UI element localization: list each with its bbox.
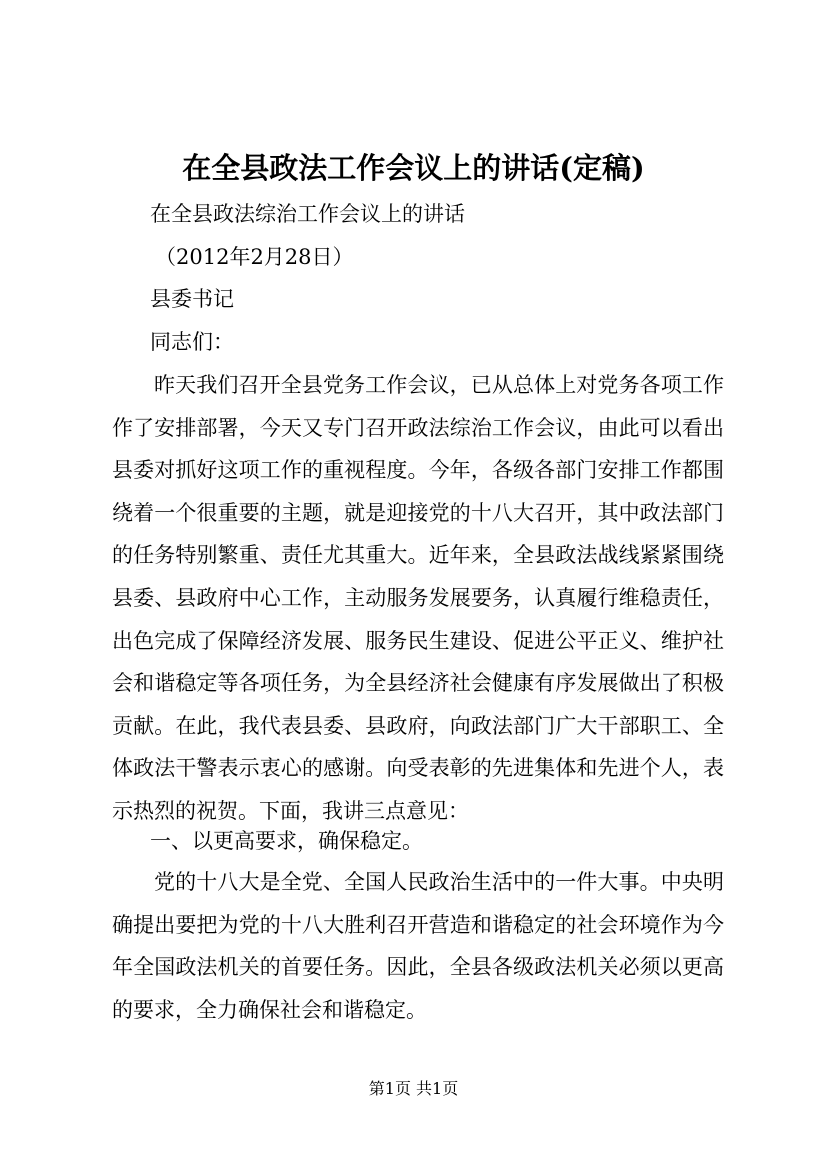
speech-date: （2012年2月28日） (155, 245, 354, 269)
speaker-title: 县委书记 (150, 287, 234, 311)
body-paragraph-1: 昨天我们召开全县党务工作会议，已从总体上对党务各项工作作了安排部署，今天又专门召开政法综治工作会议，由此可以看出县委对抓好这项工作的重视程度。今年，各级各部门安排工作都围绕着一个很重要的主题，就是迎接党的十八大召开，其中政法部门的任务特别繁重、责任尤其重大。近年来，全县政法战线紧紧围绕县委、县政府中心工作，主动服务发展要务，认真履行维稳责任，出色完成了保障经济发展、服务民生建设、促进公平正义、维护社会和谐稳定等各项任务，为全县经济社会健康有序发展做出了积极贡献。在此，我代表县委、县政府，向政法部门广大干部职工、全体政法干警表示衷心的感谢。向受表彰的先进集体和先进个人，表示热烈的祝贺。下面，我讲三点意见： (112, 373, 724, 823)
page-footer: 第1页 共1页 (368, 1079, 459, 1098)
document-title: 在全县政法工作会议上的讲话(定稿) (182, 151, 645, 185)
body-paragraph-2: 党的十八大是全党、全国人民政治生活中的一件大事。中央明确提出要把为党的十八大胜利召开营造和谐稳定的社会环境作为今年全国政法机关的首要任务。因此，全县各级政法机关必须以更高的要求，全力确保社会和谐稳定。 (112, 870, 724, 1022)
speech-subtitle: 在全县政法综治工作会议上的讲话 (150, 202, 465, 226)
greeting: 同志们： (150, 330, 234, 354)
section-heading-1: 一、以更高要求，确保稳定。 (150, 829, 423, 853)
